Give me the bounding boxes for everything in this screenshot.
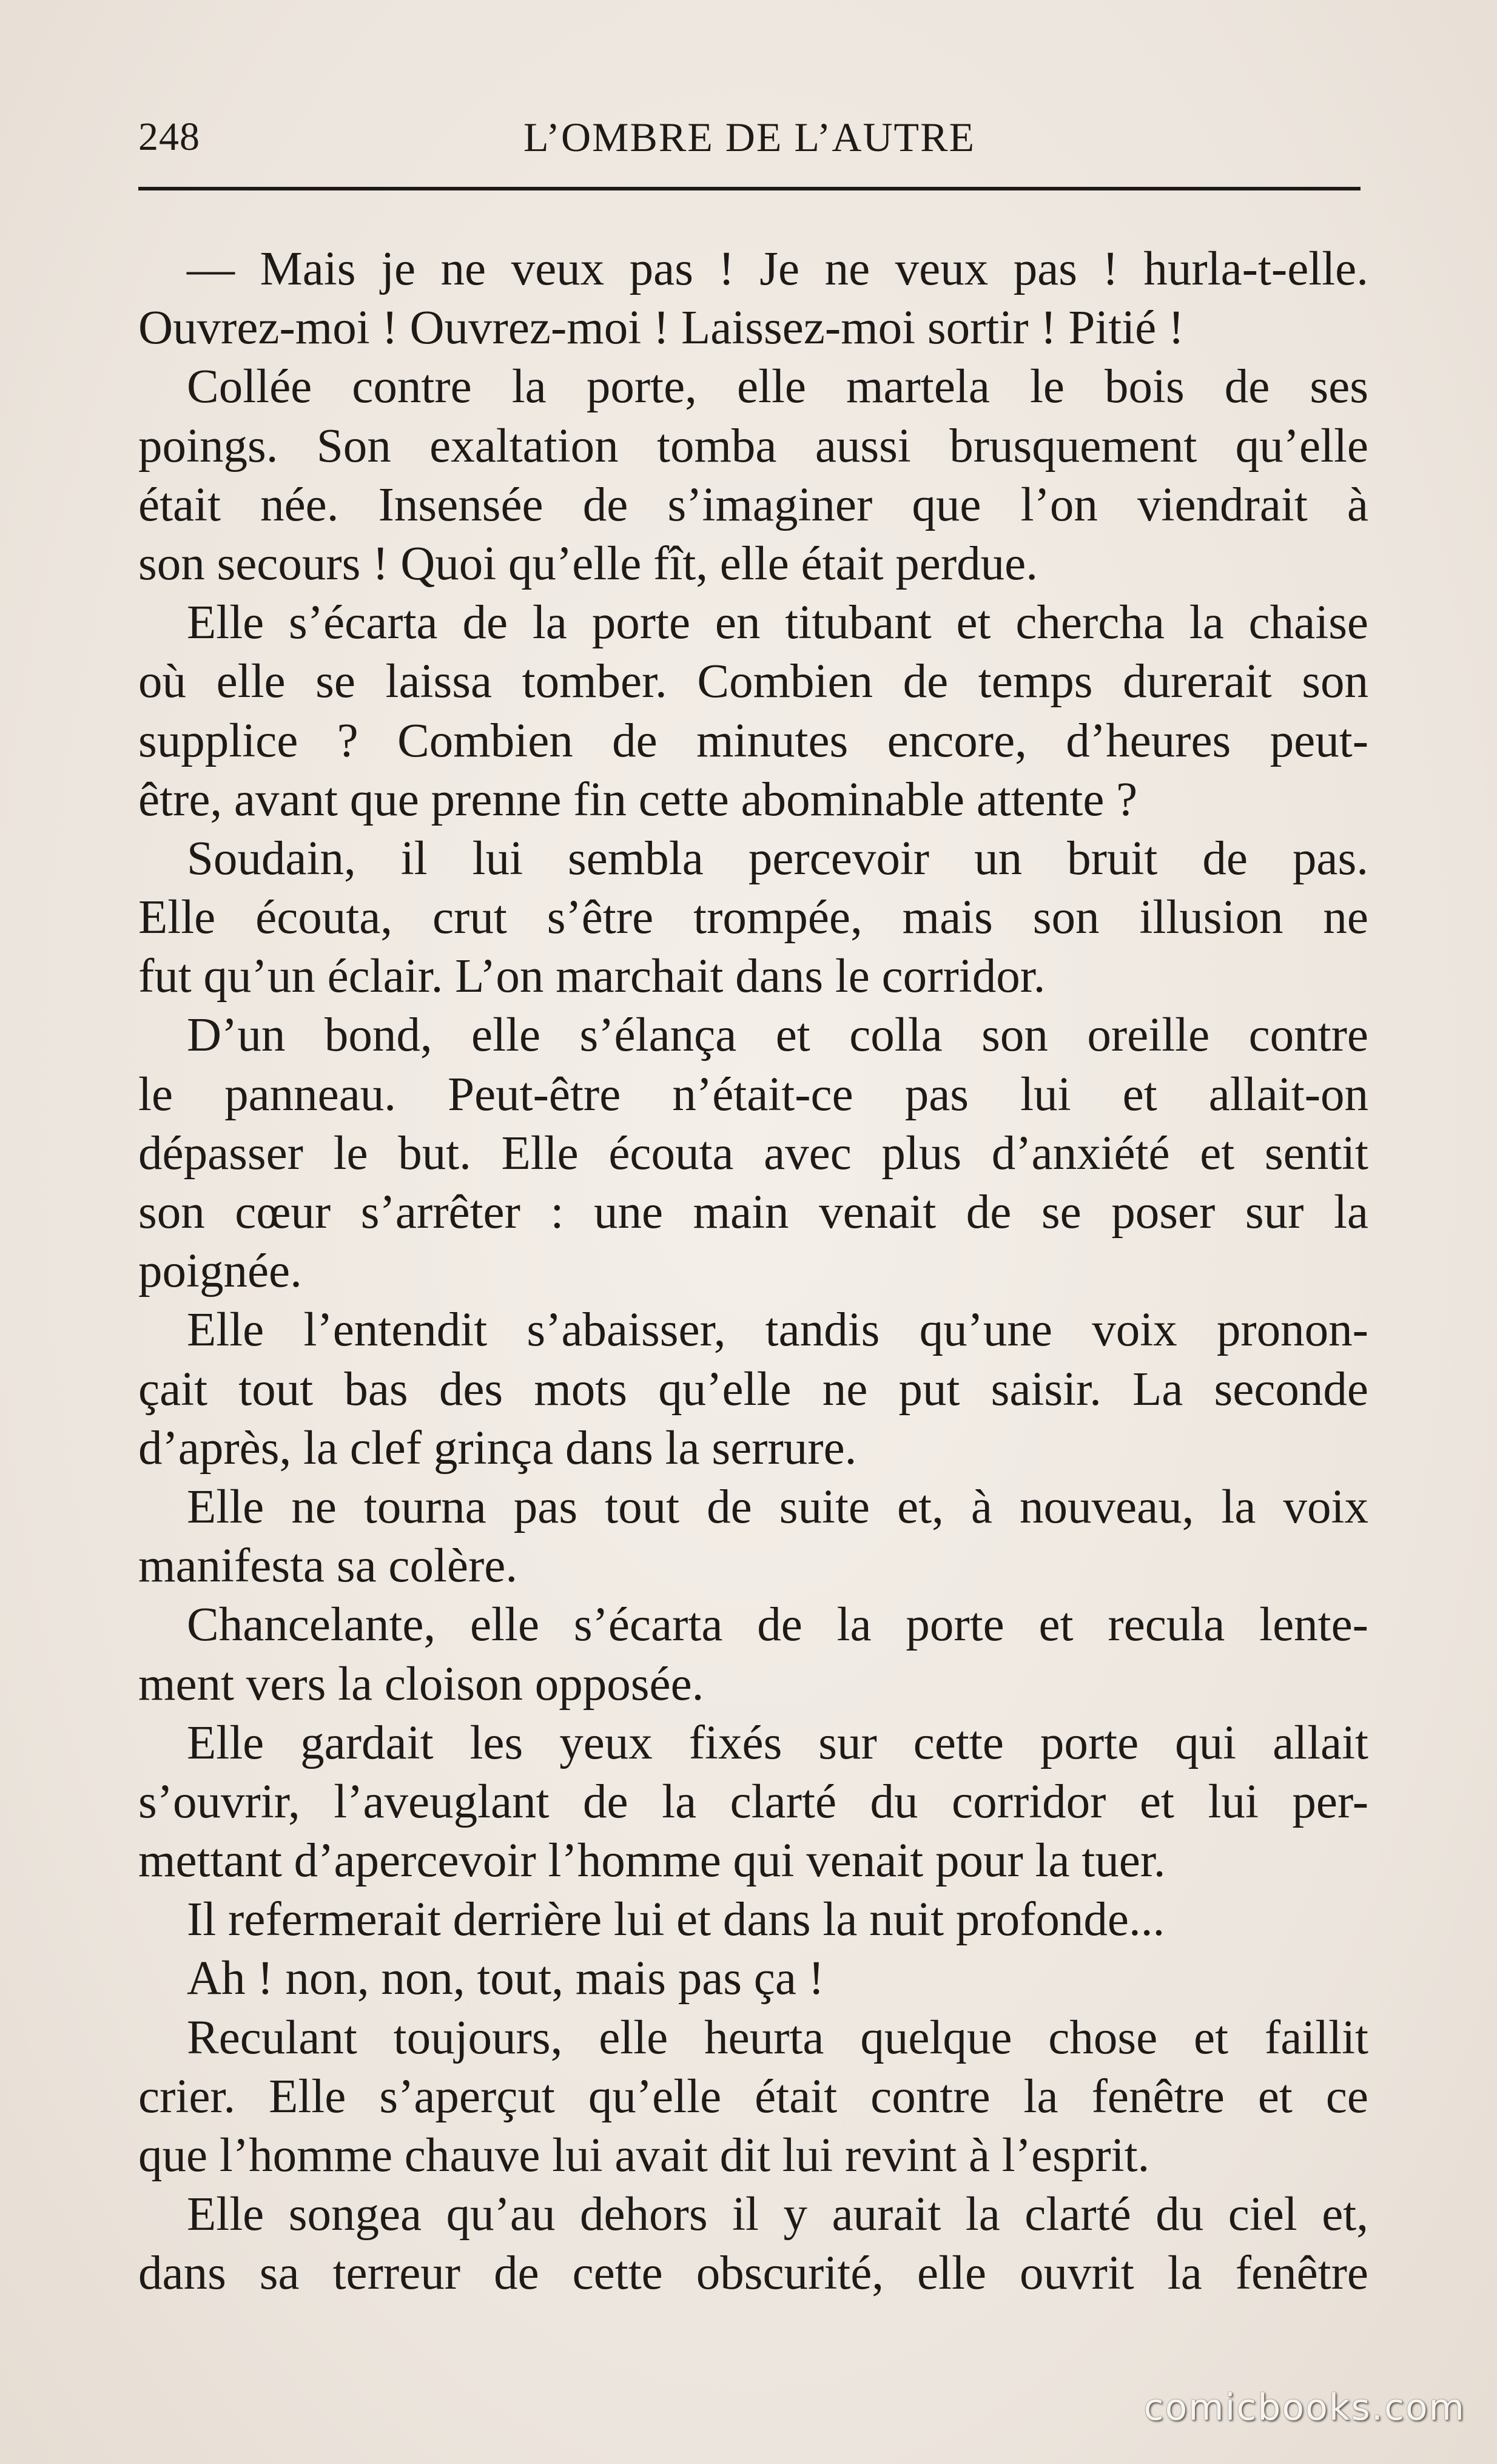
text-line: d’après, la clef grinça dans la serrure. <box>138 1421 857 1475</box>
text-line: que l’homme chauve lui avait dit lui revint à l’esprit. <box>138 2129 1150 2182</box>
watermark: comicbooks.com <box>1143 2386 1465 2429</box>
text-line: — Mais je ne veux pas ! Je ne veux pas ! hurla-t-elle. <box>187 243 1368 295</box>
text-line: fut qu’un éclair. L’on marchait dans le corridor. <box>138 950 1046 1003</box>
text-line: Elle s’écarta de la porte en titubant et chercha la chaise <box>187 596 1368 650</box>
text-line: Chancelante, elle s’écarta de la porte et recula lente- <box>187 1598 1368 1652</box>
text-line: être, avant que prenne fin cette abominable attente ? <box>138 773 1138 826</box>
text-line: Reculant toujours, elle heurta quelque chose et faillit <box>187 2011 1368 2064</box>
page-header <box>138 107 1361 167</box>
text-line: Elle songea qu’au dehors il y aurait la clarté du ciel et, <box>187 2188 1368 2241</box>
text-line: Elle l’entendit s’abaisser, tandis qu’une voix pronon- <box>187 1304 1368 1357</box>
running-title: L’OMBRE DE L’AUTRE <box>523 114 975 160</box>
text-line: çait tout bas des mots qu’elle ne put saisir. La seconde <box>138 1362 1368 1416</box>
text-line: supplice ? Combien de minutes encore, d’heures peut- <box>138 714 1368 767</box>
text-line: manifesta sa colère. <box>138 1540 518 1593</box>
text-line: dans sa terreur de cette obscurité, elle ouvrit la fenêtre <box>138 2247 1368 2300</box>
text-line: D’un bond, elle s’élança et colla son oreille contre <box>187 1009 1368 1062</box>
text-line: Elle écouta, crut s’être trompée, mais son illusion ne <box>138 891 1368 944</box>
text-line: crier. Elle s’aperçut qu’elle était contre la fenêtre et ce <box>138 2070 1368 2123</box>
text-line: s’ouvrir, l’aveuglant de la clarté du corridor et lui per- <box>138 1775 1368 1828</box>
text-line: Elle ne tourna pas tout de suite et, à nouveau, la voix <box>187 1480 1368 1533</box>
text-line: le panneau. Peut-être n’était-ce pas lui et allait-on <box>138 1068 1368 1121</box>
text-line: Ouvrez-moi ! Ouvrez-moi ! Laissez-moi sortir ! Pitié ! <box>138 301 1185 355</box>
page-number: 248 <box>138 115 200 159</box>
text-line: poings. Son exaltation tomba aussi brusquement qu’elle <box>138 419 1368 473</box>
body-text <box>138 240 1368 2303</box>
header-rule <box>138 187 1361 190</box>
text-line: Elle gardait les yeux fixés sur cette porte qui allait <box>187 1716 1368 1769</box>
text-line: Collée contre la porte, elle martela le bois de ses <box>187 360 1368 414</box>
text-line: poignée. <box>138 1245 302 1298</box>
text-line: Ah ! non, non, tout, mais pas ça ! <box>187 1952 824 2005</box>
text-line: ment vers la cloison opposée. <box>138 1657 704 1711</box>
text-line: Soudain, il lui sembla percevoir un bruit de pas. <box>187 832 1368 885</box>
text-line: Il refermerait derrière lui et dans la nuit profonde... <box>187 1893 1165 1947</box>
text-line: dépasser le but. Elle écouta avec plus d’anxiété et sentit <box>138 1126 1368 1180</box>
text-line: était née. Insensée de s’imaginer que l’on viendrait à <box>138 478 1368 531</box>
text-line: où elle se laissa tomber. Combien de temps durerait son <box>138 655 1368 709</box>
text-line: mettant d’apercevoir l’homme qui venait pour la tuer. <box>138 1834 1166 1888</box>
text-line: son cœur s’arrêter : une main venait de se poser sur la <box>138 1186 1368 1239</box>
text-line: son secours ! Quoi qu’elle fît, elle était perdue. <box>138 537 1038 590</box>
